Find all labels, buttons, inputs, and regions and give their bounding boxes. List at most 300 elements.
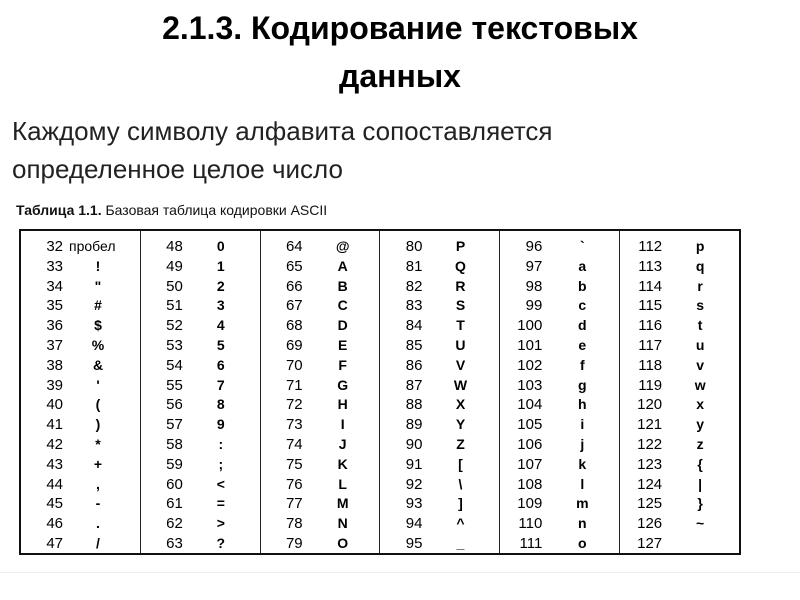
table-row [141, 534, 260, 554]
char-code: 108 [517, 475, 543, 493]
char-code: 126 [637, 515, 663, 533]
page-title-line-2: данных [339, 58, 461, 94]
table-row [21, 277, 140, 297]
char-symbol: \ [458, 475, 463, 492]
table-row [261, 534, 380, 554]
char-symbol: G [337, 376, 349, 393]
char-code: 120 [637, 396, 663, 414]
table-row [620, 435, 739, 455]
char-symbol: ; [218, 455, 224, 472]
char-symbol: > [216, 515, 225, 532]
char-code: 94 [405, 515, 423, 533]
char-symbol: E [337, 336, 348, 353]
char-symbol: 7 [216, 376, 225, 393]
char-code: 122 [637, 435, 663, 453]
page-title [0, 4, 800, 100]
char-code: 35 [46, 297, 63, 315]
char-symbol: [ [458, 455, 463, 472]
char-symbol: 1 [216, 257, 225, 274]
char-code: 117 [638, 336, 663, 354]
table-row [261, 435, 380, 455]
table-row [380, 514, 499, 534]
table-row [380, 237, 499, 257]
char-code: 110 [518, 515, 543, 533]
char-symbol: 0 [216, 238, 225, 254]
table-row [141, 356, 260, 376]
table-row [141, 415, 260, 435]
char-symbol: + [93, 455, 103, 472]
char-symbol: D [337, 317, 348, 334]
table-row [261, 257, 380, 277]
char-code: 99 [525, 297, 543, 315]
char-code: 65 [285, 257, 303, 275]
char-symbol: ) [95, 416, 101, 433]
table-row [21, 376, 140, 396]
char-code: 105 [517, 416, 543, 434]
char-code: 62 [166, 515, 183, 533]
char-code: 33 [46, 257, 63, 275]
table-row [500, 257, 619, 277]
table-column [499, 231, 619, 553]
table-row [141, 336, 260, 356]
table-row [500, 376, 619, 396]
char-symbol: ? [216, 534, 226, 551]
char-symbol: 2 [216, 277, 225, 294]
char-code: 112 [638, 238, 663, 255]
table-row [620, 336, 739, 356]
char-symbol: 4 [216, 317, 225, 334]
table-row [261, 494, 380, 514]
char-code: 61 [166, 495, 183, 513]
char-symbol: u [695, 336, 705, 353]
char-symbol: K [337, 455, 348, 472]
char-code: 73 [285, 416, 303, 434]
char-code: 44 [46, 475, 63, 493]
table-row [21, 237, 140, 257]
table-row [500, 415, 619, 435]
char-symbol: R [455, 277, 466, 294]
table-row [380, 316, 499, 336]
table-row [620, 534, 739, 554]
char-symbol: h [578, 396, 587, 413]
table-row [620, 237, 739, 257]
table-row [21, 316, 140, 336]
char-symbol: Z [456, 435, 465, 452]
char-code: 101 [517, 336, 543, 354]
table-row [500, 356, 619, 376]
char-symbol: ^ [456, 515, 465, 532]
char-code: 69 [285, 336, 303, 354]
char-code: 80 [405, 238, 423, 255]
table-row [380, 415, 499, 435]
char-code: 115 [638, 297, 663, 315]
table-caption-label: Таблица 1.1. [16, 202, 102, 218]
char-code: 89 [405, 416, 423, 434]
table-row [141, 514, 260, 534]
divider [0, 572, 800, 573]
char-code: 38 [46, 356, 63, 374]
table-row [141, 435, 260, 455]
char-code: 119 [638, 376, 663, 394]
char-code: 63 [166, 534, 183, 552]
char-code: 81 [405, 257, 423, 275]
char-symbol: ' [96, 376, 100, 393]
table-row [380, 494, 499, 514]
intro-line-1: Каждому символу алфавита сопоставляется [12, 116, 553, 146]
char-code: 107 [517, 455, 543, 473]
char-symbol: 3 [216, 297, 225, 314]
table-column [140, 231, 260, 553]
table-caption-text: Базовая таблица кодировки ASCII [105, 202, 328, 218]
char-symbol: W [453, 376, 468, 393]
char-code: 64 [285, 238, 303, 255]
char-code: 106 [517, 435, 543, 453]
char-symbol: f [579, 356, 585, 373]
char-code: 32 [46, 238, 63, 255]
char-code: 57 [166, 416, 183, 434]
char-symbol: e [578, 336, 587, 353]
char-code: 41 [46, 416, 63, 434]
char-symbol: V [455, 356, 466, 373]
char-symbol: i [580, 416, 585, 433]
table-row [380, 336, 499, 356]
table-row [21, 296, 140, 316]
char-code: 92 [405, 475, 423, 493]
char-code: 111 [519, 534, 543, 552]
char-symbol: @ [335, 238, 350, 254]
char-code: 68 [285, 317, 303, 335]
char-code: 77 [285, 495, 303, 513]
char-symbol: N [337, 515, 348, 532]
char-symbol: n [578, 515, 587, 532]
char-symbol: B [337, 277, 348, 294]
table-row [500, 534, 619, 554]
char-code: 48 [166, 238, 183, 255]
char-code: 91 [405, 455, 423, 473]
char-symbol: O [337, 534, 349, 551]
char-code: 93 [405, 495, 423, 513]
table-row [21, 415, 140, 435]
char-code: 76 [285, 475, 303, 493]
char-code: 79 [285, 534, 303, 552]
table-row [380, 395, 499, 415]
table-row [261, 316, 380, 336]
char-code: 45 [46, 495, 63, 513]
char-symbol: ] [458, 495, 463, 512]
table-row [141, 395, 260, 415]
char-symbol: 8 [216, 396, 225, 413]
table-caption [16, 200, 327, 220]
char-code: 113 [638, 257, 663, 275]
char-symbol: Q [455, 257, 466, 274]
char-code: 56 [166, 396, 183, 414]
char-symbol: } [697, 495, 703, 512]
char-code: 90 [405, 435, 423, 453]
table-row [620, 415, 739, 435]
table-column [21, 231, 140, 553]
table-row [141, 455, 260, 475]
char-code: 74 [285, 435, 303, 453]
char-symbol: j [580, 435, 585, 452]
char-symbol: ` [579, 238, 585, 254]
char-symbol: t [697, 317, 703, 334]
table-row [21, 475, 140, 495]
char-code: 52 [166, 317, 183, 335]
char-symbol: . [96, 515, 100, 532]
char-code: 96 [525, 238, 543, 255]
table-row [21, 395, 140, 415]
table-row [141, 494, 260, 514]
table-row [261, 415, 380, 435]
char-code: 88 [405, 396, 423, 414]
table-row [500, 316, 619, 336]
char-symbol: " [94, 277, 102, 294]
char-symbol: p [695, 238, 705, 254]
char-code: 121 [637, 416, 663, 434]
char-symbol: A [337, 257, 348, 274]
table-row [380, 376, 499, 396]
char-code: 72 [285, 396, 303, 414]
table-row [141, 376, 260, 396]
char-symbol: d [578, 317, 587, 334]
char-code: 118 [638, 356, 663, 374]
char-symbol: y [696, 416, 705, 433]
char-code: 75 [285, 455, 303, 473]
table-row [141, 475, 260, 495]
char-symbol: : [218, 435, 224, 452]
char-symbol: Y [455, 416, 466, 433]
char-symbol: a [578, 257, 587, 274]
table-row [620, 475, 739, 495]
char-symbol: * [95, 435, 101, 452]
table-row [500, 277, 619, 297]
table-row [21, 494, 140, 514]
char-code: 40 [46, 396, 63, 414]
char-symbol: m [576, 495, 589, 512]
char-symbol: # [94, 297, 102, 314]
table-column [619, 231, 739, 553]
char-symbol: z [696, 435, 704, 452]
table-row [261, 296, 380, 316]
char-symbol: g [578, 376, 587, 393]
table-row [500, 237, 619, 257]
table-row [261, 455, 380, 475]
char-symbol: % [91, 336, 105, 353]
table-row [620, 376, 739, 396]
table-column [260, 231, 380, 553]
char-symbol: / [96, 534, 100, 551]
char-symbol: U [455, 336, 466, 353]
char-symbol: $ [94, 317, 102, 334]
table-row [21, 455, 140, 475]
char-code: 83 [405, 297, 423, 315]
char-code: 60 [166, 475, 183, 493]
char-symbol: ! [95, 257, 101, 274]
table-row [261, 237, 380, 257]
char-symbol: | [698, 475, 703, 492]
table-row [500, 435, 619, 455]
char-code: 71 [285, 376, 303, 394]
page-title-line-1: 2.1.3. Кодирование текстовых [162, 10, 638, 46]
table-row [21, 336, 140, 356]
char-symbol: _ [456, 534, 465, 551]
char-symbol: r [697, 277, 703, 294]
char-code: 53 [166, 336, 183, 354]
char-symbol: H [337, 396, 348, 413]
table-row [620, 257, 739, 277]
table-row [500, 475, 619, 495]
char-code: 127 [637, 534, 663, 552]
table-row [380, 435, 499, 455]
char-symbol: < [216, 475, 225, 492]
char-code: 67 [285, 297, 303, 315]
table-row [620, 316, 739, 336]
table-row [141, 277, 260, 297]
char-code: 104 [517, 396, 543, 414]
table-row [141, 257, 260, 277]
char-code: 42 [46, 435, 63, 453]
char-symbol: = [216, 495, 225, 512]
char-code: 86 [405, 356, 423, 374]
table-row [261, 356, 380, 376]
char-symbol: { [697, 455, 703, 472]
char-code: 102 [517, 356, 543, 374]
char-code: 70 [285, 356, 303, 374]
char-code: 36 [46, 317, 63, 335]
table-row [380, 257, 499, 277]
table-row [500, 514, 619, 534]
char-code: 114 [638, 277, 663, 295]
char-symbol: 5 [216, 336, 225, 353]
char-symbol: пробел [69, 238, 116, 254]
table-row [141, 316, 260, 336]
table-row [261, 336, 380, 356]
char-code: 98 [525, 277, 543, 295]
char-symbol: M [336, 495, 349, 512]
char-code: 46 [46, 515, 63, 533]
table-row [261, 514, 380, 534]
char-symbol: T [456, 317, 465, 334]
char-code: 123 [637, 455, 663, 473]
char-symbol: k [578, 455, 587, 472]
char-code: 87 [405, 376, 423, 394]
table-row [620, 455, 739, 475]
char-code: 85 [405, 336, 423, 354]
char-symbol: J [338, 435, 347, 452]
table-row [380, 277, 499, 297]
table-row [620, 296, 739, 316]
char-symbol: 6 [216, 356, 225, 373]
char-symbol: X [455, 396, 466, 413]
table-row [620, 514, 739, 534]
char-symbol: S [455, 297, 466, 314]
char-code: 39 [46, 376, 63, 394]
char-symbol: c [578, 297, 587, 314]
char-code: 103 [517, 376, 543, 394]
char-code: 97 [525, 257, 543, 275]
char-symbol: s [696, 297, 705, 314]
table-row [21, 435, 140, 455]
table-row [380, 534, 499, 554]
char-code: 78 [285, 515, 303, 533]
char-code: 54 [166, 356, 183, 374]
char-symbol: w [694, 376, 706, 393]
char-symbol: L [338, 475, 347, 492]
ascii-table [19, 229, 741, 555]
char-code: 95 [405, 534, 423, 552]
char-code: 49 [166, 257, 183, 275]
table-row [620, 356, 739, 376]
char-symbol: , [96, 475, 100, 492]
char-symbol: b [578, 277, 587, 294]
char-code: 51 [166, 297, 183, 315]
intro-paragraph [12, 112, 792, 188]
char-symbol: l [580, 475, 585, 492]
table-row [141, 237, 260, 257]
char-symbol: F [338, 356, 347, 373]
char-code: 100 [517, 317, 543, 335]
table-row [141, 296, 260, 316]
char-code: 84 [405, 317, 423, 335]
char-symbol: 9 [216, 416, 225, 433]
char-symbol: P [455, 238, 466, 254]
table-row [380, 455, 499, 475]
table-row [380, 296, 499, 316]
table-row [21, 257, 140, 277]
char-code: 34 [46, 277, 63, 295]
table-row [21, 514, 140, 534]
table-row [261, 376, 380, 396]
table-row [500, 336, 619, 356]
char-code: 66 [285, 277, 303, 295]
intro-line-2: определенное целое число [12, 154, 343, 184]
table-row [620, 395, 739, 415]
table-row [21, 534, 140, 554]
char-code: 109 [517, 495, 543, 513]
table-row [21, 356, 140, 376]
char-symbol: x [696, 396, 705, 413]
char-code: 43 [46, 455, 63, 473]
table-row [620, 494, 739, 514]
char-symbol: o [578, 534, 587, 551]
char-code: 47 [46, 534, 63, 552]
char-symbol: ( [95, 396, 101, 413]
char-symbol: q [695, 257, 705, 274]
table-column [379, 231, 499, 553]
table-row [620, 277, 739, 297]
char-symbol: ~ [696, 515, 705, 532]
char-code: 55 [166, 376, 183, 394]
table-row [380, 356, 499, 376]
table-row [500, 395, 619, 415]
table-row [261, 395, 380, 415]
char-code: 50 [166, 277, 183, 295]
char-symbol: v [696, 356, 705, 373]
table-row [500, 494, 619, 514]
char-code: 37 [46, 336, 63, 354]
char-code: 58 [166, 435, 183, 453]
char-symbol: - [95, 495, 101, 512]
char-code: 125 [637, 495, 663, 513]
char-code: 124 [637, 475, 663, 493]
table-row [261, 475, 380, 495]
char-symbol: I [340, 416, 345, 433]
table-row [500, 455, 619, 475]
char-code: 59 [166, 455, 183, 473]
table-row [261, 277, 380, 297]
char-code: 82 [405, 277, 423, 295]
char-symbol: C [337, 297, 348, 314]
